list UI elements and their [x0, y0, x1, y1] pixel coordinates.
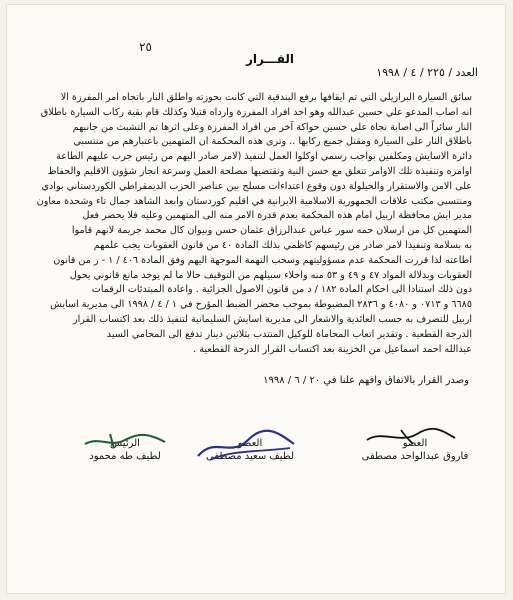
signature-role: العضو	[237, 438, 263, 449]
body-line: الدرجة القطعية . وتقدير اتعاب المحاماة للوكيل المنتدب بثلاثين دينار تدفع الى المحامي السيد	[106, 328, 472, 340]
body-line: دون ذلك استنادا الى احكام المادة ١٨٢ / د من قانون الاصول الجزائية . واعادة المبتدئات الرقمات	[91, 284, 472, 296]
signature-role: العضو	[402, 438, 428, 449]
body-line: العقوبات وبدلالة المواد ٤٧ و ٤٩ و ٥٣ منه واخلاء سبيلهم من التوقيف حالا ما لم يوجد مانع قانوني يحول	[69, 269, 472, 281]
body-line: مدير ايش محافظة اربيل امام هذه المحكمة بعدم قدرة الامر منه الى المتهمين وعليه فلا يحضر فعل	[82, 210, 472, 222]
body-line: انه اصاب المدعو علي حسين عبدالله وهو احد افراد المفرزة وارداه قتيلا وكذلك قام بقية ركاب السيارة باطلاق	[40, 106, 472, 118]
body-line: عبدالله احمد اسماعيل من الخزينة بعد اكتساب القرار الدرجة القطعية .	[193, 343, 472, 355]
signature-block-member-middle	[190, 438, 310, 462]
body-line: باطلاق النار على السيارة ومقتل جميع ركابها .. وترى هذه المحكمة ان المتهمين باعتبارهم من منتسبي	[73, 136, 472, 148]
handwritten-signature-member-middle	[190, 426, 300, 466]
body-line: النار سائراً الى اصابة نجاة علي حسين حواكة آخر من افراد المفرزة وعلى اثرها تم التشبث من جانبهم	[72, 121, 472, 133]
decision-body	[22, 91, 472, 357]
handwritten-signature-president	[80, 430, 170, 452]
body-line: دائرة الاسايش ومكلفين بواجب رسمي اوكلوا العمل لتنفيذ (لامر صادر اليهم من رئيس جرب عليهم الطاعة	[56, 151, 472, 163]
document-title: القـــرار	[245, 52, 295, 66]
body-line: سائق السيارة البرازيلي التي تم ايقافها برفع البندقية التي كانت بحوزته واطلق النار باتجاه امر المفرزة الا	[60, 92, 472, 103]
body-line: اوامره وتنفيذه تلك الاوامر تتعلق مع حسن النية وتقتضيها مصلحة العمل وسرعة انجاز شؤون الاقليم والحفاظ	[47, 165, 472, 177]
signature-role: الرئيس	[110, 438, 140, 449]
signature-block-member-right	[355, 438, 475, 462]
signature-name: لطيف طه محمود	[89, 451, 161, 462]
handwritten-signature-member-right	[361, 424, 461, 450]
body-line: ٦٦٨٥ و ٠٧١٣ و ٤٠٨٠ و ٢٨٣٦ المضبوطة بموجب محضر الضبط المؤرخ في ١ / ٤ / ١٩٩٨ الى مديرية اسايش	[50, 299, 472, 311]
body-line: المتهمين كل من ارسلان حمه سور عباس عبدالرزاق عثمان حسن وبيوان كال محمد جريمة لانهم قاموا	[71, 225, 472, 237]
signature-block-president	[70, 438, 180, 462]
body-line: ومنتسبي مكتب علاقات الجمهورية الاسلامية الايرانية في اقليم كوردستان وابعد الشاهد جمال تاء وشحدة معاون	[36, 195, 472, 207]
body-line: اطاعته لذا قررت المحكمة عدم مسؤوليتهم وسحب التهمة الموجهة اليهم وفق المادة ٤٠٦ / ١ - ز من قانون	[53, 254, 472, 266]
page-number: ٢٥	[139, 40, 152, 54]
closing-line: وصدر القرار بالاتفاق وافهم علنا في ٢٠ / ٦ / ١٩٩٨	[263, 375, 469, 386]
body-line: به بسلامة وتنفيذا لامر صادر من رئيسهم كاظمي بذلك المادة ٤٠ من قانون العقوبات يجب علمهم	[93, 239, 472, 251]
signature-name: فاروق عبدالواحد مصطفى	[361, 451, 469, 462]
reference-number: العدد / ٢٢٥ / ٤ / ١٩٩٨	[376, 66, 478, 79]
body-line: على الامن والاستقرار والحيلولة دون وقوع اعتداءات مسلح بين عناصر الحزب الديمقراطي الكوردستاني بوادي	[41, 180, 472, 192]
body-line: اربيل للتصرف به حسب العائدية والاشعار الى مديرية اسايش السليمانية لتنفيذ ذلك بعد اكتساب القرار	[73, 313, 472, 325]
signature-name: لطيف سعيد مصطفى	[205, 451, 295, 462]
